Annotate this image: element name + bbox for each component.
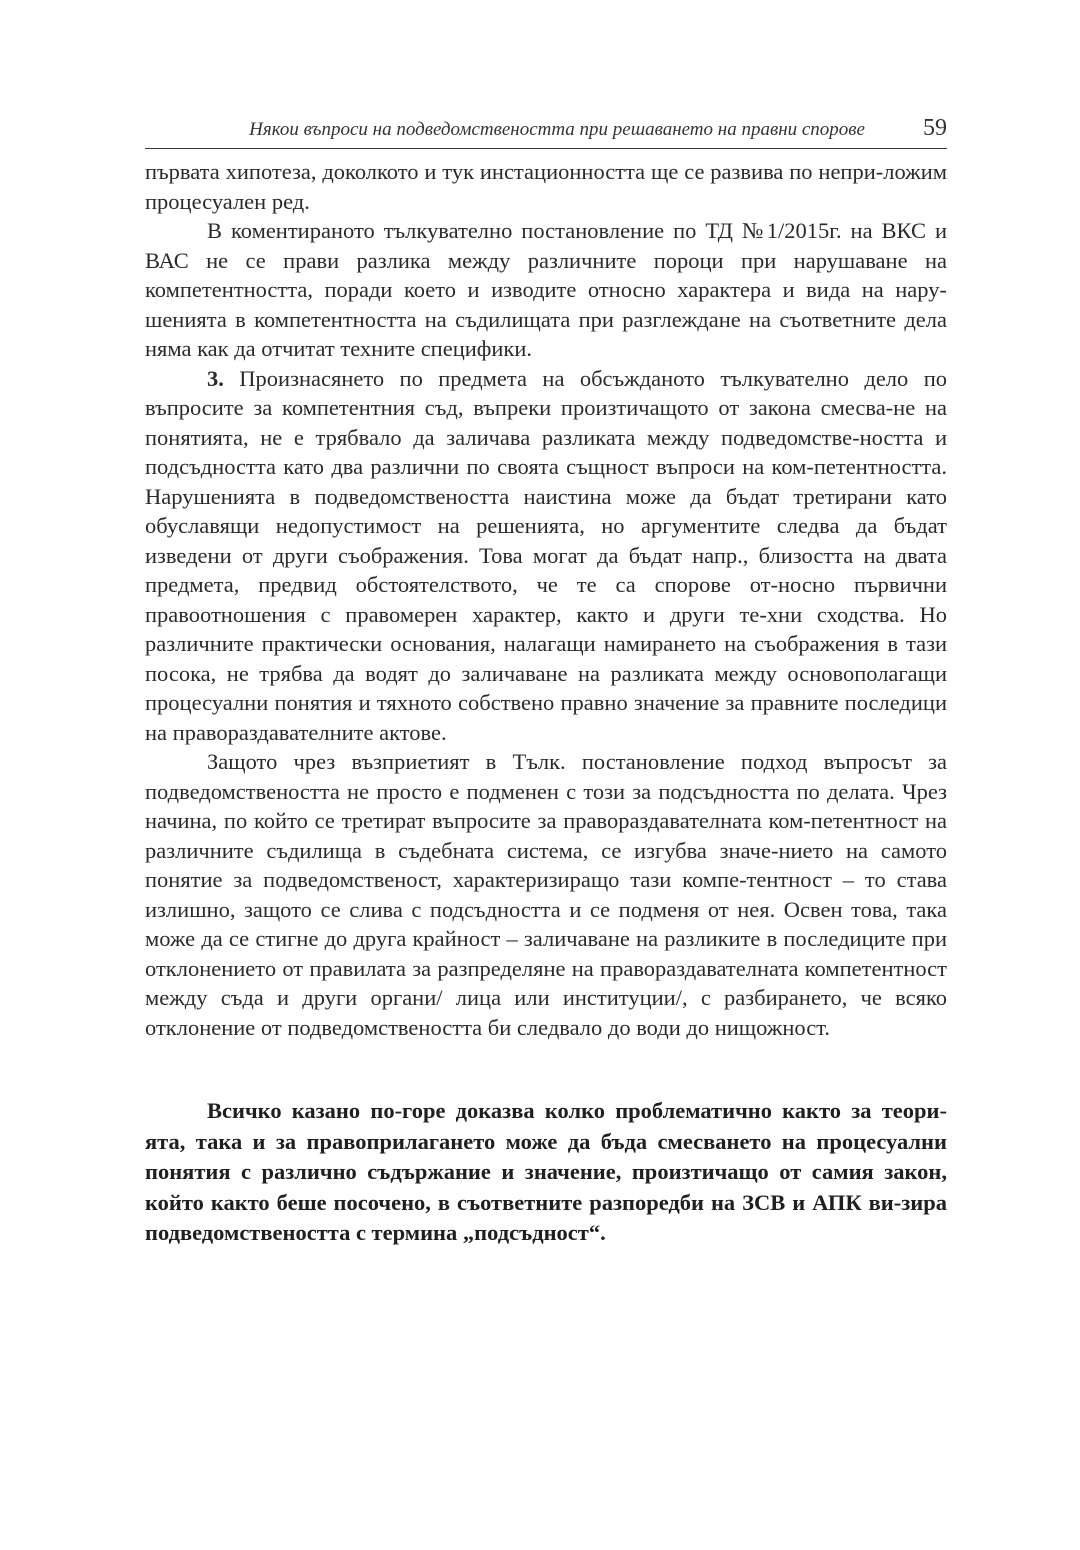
conclusion-block bbox=[145, 1096, 947, 1249]
paragraph-point-3-text: Произнасянето по предмета на обсъжданото тълкувателно дело по въпросите за компетентния съд, въпреки произтичащото от закона смесва-не на понятията, не е трябвало да заличава разликата между подведомстве-ността и подсъдността като два различни по своята същност въпроси на ком-петентността. Нарушенията в подведомствеността наистина може да бъдат третирани като обуславящи недопустимост на решенията, но аргументите следва да бъдат изведени от други съображения. Това могат да бъдат напр., близостта на двата предмета, предвид обстоятелството, че те са спорове от-носно първични правоотношения с правомерен характер, както и други те-хни сходства. Но различните практически основания, налагащи намирането на съображения в тази посока, не трябва да водят до заличаване на разликата между основополагащи процесуални понятия и тяхното собствено правно значение за правните последици на правораздавателните актове. bbox=[145, 365, 947, 745]
page-number: 59 bbox=[923, 115, 947, 141]
point-number: 3. bbox=[207, 365, 224, 391]
running-header bbox=[145, 114, 947, 149]
paragraph-point-3 bbox=[145, 364, 947, 748]
conclusion-paragraph: Всичко казано по-горе доказва колко проблематично както за теори-ята, така и за правоприлагането може да бъда смесването на процесуални понятия с различно съдържание и значение, произтичащо от самия закон, който както беше посочено, в съответните разпоредби на ЗСВ и АПК ви-зира подведомствеността с термина „подсъдност“. bbox=[145, 1098, 947, 1245]
paragraph-continuation: първата хипотеза, доколкото и тук инстационността ще се развива по непри-ложим процесуален ред. bbox=[145, 159, 947, 214]
paragraph-approach: Защото чрез възприетият в Тълк. постановление подход въпросът за подведомствеността не просто е подменен с този за подсъдността по делата. Чрез начина, по който се третират въпросите за правораздавателната ком-петентност на различните съдилища в съдебната система, се изгубва значе-нието на самото понятие за подведомственост, характеризиращо тази компе-тентност – то става излишно, защото се слива с подсъдността и се подменя от нея. Освен това, така може да се стигне до друга крайност – заличаване на разликите в последиците при отклонението от правилата за разпределяне на правораздавателната компетентност между съда и други органи/ лица или институции/, с разбирането, че всяко отклонение от подведомствеността би следвало до води до нищожност. bbox=[145, 749, 947, 1040]
running-title: Някои въпроси на подведомствеността при решаването на правни спорове bbox=[249, 119, 865, 140]
paragraph-interpretive-decision: В коментираното тълкувателно постановление по ТД №1/2015г. на ВКС и ВАС не се прави разлика между различните пороци при нарушаване на компетентността, поради което и изводите относно характера и вида на нару-шенията в компетентността на съдилищата при разглеждане на съответните дела няма как да отчитат техните специфики. bbox=[145, 218, 947, 361]
body-text bbox=[145, 157, 947, 1042]
